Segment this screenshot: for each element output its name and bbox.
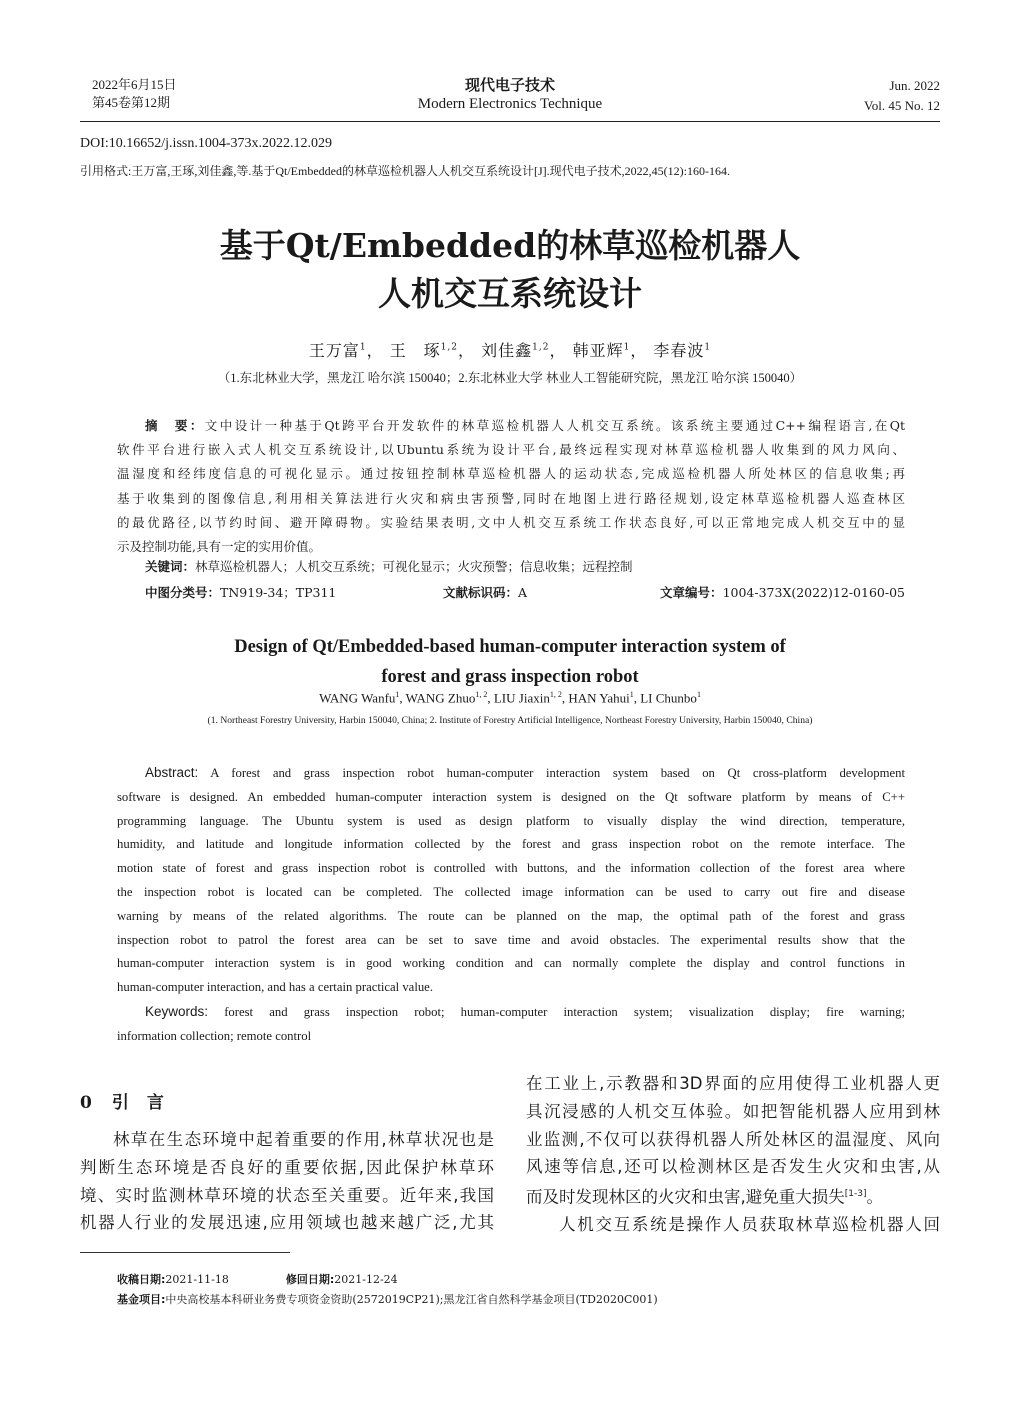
body-line: 风速等信息,还可以检测林区是否发生火灾和虫害,从 [526,1157,940,1177]
author-sup: 1 [704,342,712,353]
body-line: 具沉浸感的人机交互体验。如把智能机器人应用到林 [526,1101,940,1121]
author: 李春波 [653,341,705,360]
author-sup: 1, 2 [475,690,488,699]
author-sup: 1 [359,342,367,353]
section-heading [80,1088,182,1113]
abstract-en-line: inspection robot to patrol the forest area can be set to save time and avoid obstacles. The experimental results show that the [117,932,905,947]
fund-text: 中央高校基本科研业务费专项资金资助(2572019CP21);黑龙江省自然科学基金项目(TD2020C001) [165,1293,658,1306]
citation-ref[interactable]: [1-3] [844,1189,867,1200]
doc-code-label: 文献标识码： [443,585,519,600]
header-date-cn: 2022年6月15日 [92,77,177,92]
authors: 王万富$^1$， 王 琢$^{1,2}$， 刘佳鑫$^{1,2}$， 韩亚辉$^1$， 李春波$^1$ [308,341,712,360]
abstract-en-line: humidity, and latitude and longitude information collected by the forest and grass inspection robot on the remote interface. The [117,837,905,852]
abstract-en-line: human-computer interaction, and has a certain practical value. [117,980,433,995]
author-en: WANG Wanfu [319,690,396,706]
body-text: 。 [866,1187,883,1207]
abstract-en-text: A forest and grass inspection robot human-computer interaction system based on Qt cross-platform development [210,766,905,780]
title-en-line: Design of Qt/Embedded-based human-computer interaction system of [234,637,786,657]
received-label: 收稿日期: [117,1273,166,1286]
body-line: 人机交互系统是操作人员获取林草巡检机器人回 [559,1215,940,1235]
keywords-en-line [117,1000,905,1025]
keywords-en-line: information collection; remote control [117,1028,312,1043]
keywords-text: 林草巡检机器人；人机交互系统；可视化显示；火灾预警；信息收集；远程控制 [195,559,633,574]
journal-name [300,76,720,114]
body-line: 境、实时监测林草环境的状态至关重要。近年来,我国 [80,1185,494,1205]
authors-en: WANG Wanfu$^1$, WANG Zhuo$^{1, 2}$, LIU Jiaxin$^{1, 2}$, HAN Yahui$^1$, LI Chunbo$^1$ [319,690,701,706]
body-text: 而及时发现林区的火灾和虫害,避免重大损失 [526,1187,845,1207]
fund-label: 基金项目: [117,1293,166,1306]
body-line [526,1181,940,1211]
author-sup: 1 [395,690,400,699]
article-no-value: 1004-373X(2022)12-0160-05 [722,585,905,600]
footnote-dates [117,1271,398,1287]
classification [145,583,905,601]
journal-name-cn: 现代电子技术 [464,76,555,94]
abstract-line: 温湿度和经纬度信息的可视化显示。通过按钮控制林草巡检机器人的运动状态,完成巡检机器人所处林区的信息收集;再 [117,466,905,482]
clc-label: 中图分类号： [145,585,221,600]
author-en: LI Chunbo [640,690,697,706]
body-left-column [80,1126,494,1237]
received-date: 2021-11-18 [165,1273,229,1286]
header-issue-cn: 第45卷第12期 [92,95,171,110]
abstract-en-line: programming language. The Ubuntu system is used as design platform to visually display the wind direction, temperature, [117,813,905,828]
affiliation-en: (1. Northeast Forestry University, Harbin 150040, China; 2. Institute of Forestry Artificial Intelligence, Northeast Forestry University, Harbin 150040, China) [207,715,813,726]
clc-value: TN919-34；TP311 [220,585,337,600]
author-sup: 1,2 [532,342,550,353]
title-en-line: forest and grass inspection robot [381,667,639,687]
abstract-line: 示及控制功能,具有一定的实用价值。 [117,539,321,555]
header-left [92,76,177,112]
author-sup: 1 [696,690,701,699]
abstract-en-line: human-computer interaction system is in good working condition and can normally complete the display and control functions in [117,956,905,971]
abstract-en-line [117,761,905,786]
keywords-en-label: Keywords: [145,1003,209,1019]
keywords-cn [145,557,633,575]
abstract-cn [117,414,905,559]
abstract-en [117,761,905,1049]
author: 王万富 [308,341,360,360]
author-sup: 1 [629,690,634,699]
author-en: WANG Zhuo [405,690,476,706]
author: 刘佳鑫 [481,341,533,360]
header-issue-en: Vol. 45 No. 12 [864,98,940,113]
abstract-label: 摘 要： [145,418,205,433]
author-sup: 1, 2 [549,690,562,699]
title-line: 基于Qt/Embedded的林草巡检机器人 [219,226,801,265]
header-date-en: Jun. 2022 [889,78,940,93]
affiliation: （1.东北林业大学，黑龙江 哈尔滨 150040；2.东北林业大学 林业人工智能研究院，黑龙江 哈尔滨 150040） [217,371,803,385]
abstract-text: 文中设计一种基于Qt跨平台开发软件的林草巡检机器人人机交互系统。该系统主要通过C++编程语言,在Qt [204,418,905,433]
keywords-label: 关键词： [145,559,196,574]
paper-title [80,222,940,318]
abstract-en-line: warning by means of the related algorithms. The route can be planned on the map, the optimal path of the forest and grass [117,908,905,923]
abstract-en-line: the inspection robot is located can be completed. The collected image information can be used to carry out fire and disease [117,884,905,899]
body-line: 判断生态环境是否良好的重要依据,因此保护林草环 [80,1157,494,1177]
author: 王 琢 [389,341,441,360]
author-sup: 1,2 [440,342,459,353]
section-number: 0 [80,1093,92,1113]
author-sup: 1 [623,342,631,353]
abstract-en-line: software is designed. An embedded human-computer interaction system is designed on the Qt software platform by means of C++ [117,789,905,804]
revised-label: 修回日期: [285,1273,335,1286]
header-right [864,76,940,116]
body-line: 机器人行业的发展迅速,应用领域也越来越广泛,尤其 [80,1213,494,1233]
abstract-en-line: motion state of forest and grass inspection robot is controlled with buttons, and the information collection of the forest area where [117,861,905,876]
abstract-line: 的最优路径,以节约时间、避开障碍物。实验结果表明,文中人机交互系统工作状态良好,可以正常地完成人机交互中的显 [117,514,905,530]
section-title: 引言 [111,1093,182,1113]
body-line: 业监测,不仅可以获得机器人所处林区的温湿度、风向 [526,1129,940,1149]
author-en: LIU Jiaxin [493,690,550,706]
abstract-line: 基于收集到的图像信息,利用相关算法进行火灾和病虫害预警,同时在地图上进行路径规划,设定林草巡检机器人巡查林区 [117,490,905,506]
doc-code-value: A [518,585,528,600]
doi: DOI:10.16652/j.issn.1004-373x.2022.12.029 [80,136,332,151]
header-rule [80,121,940,122]
revised-date: 2021-12-24 [334,1273,398,1286]
paper-title-en [80,632,940,692]
body-line: 在工业上,示教器和3D界面的应用使得工业机器人更 [526,1074,940,1093]
abstract-en-label: Abstract: [145,765,199,780]
body-right-column [526,1070,940,1239]
abstract-line: 软件平台进行嵌入式人机交互系统设计,以Ubuntu系统为设计平台,最终远程实现对林草巡检机器人收集到的风力风向、 [117,442,905,458]
keywords-en-text: forest and grass inspection robot; human-computer interaction system; visualization display; fire warning; [224,1004,906,1019]
citation: 引用格式:王万富,王琢,刘佳鑫,等.基于Qt/Embedded的林草巡检机器人人机交互系统设计[J].现代电子技术,2022,45(12):160-164. [80,164,730,178]
body-line: 林草在生态环境中起着重要的作用,林草状况也是 [113,1130,494,1149]
footnote-fund [117,1291,658,1307]
abstract-line [117,414,905,438]
footnote-rule [80,1252,290,1253]
author: 韩亚辉 [572,341,624,360]
article-no-label: 文章编号： [660,585,723,600]
journal-name-en: Modern Electronics Technique [417,96,603,112]
author-en: HAN Yahui [568,690,630,706]
title-line: 人机交互系统设计 [378,274,642,313]
